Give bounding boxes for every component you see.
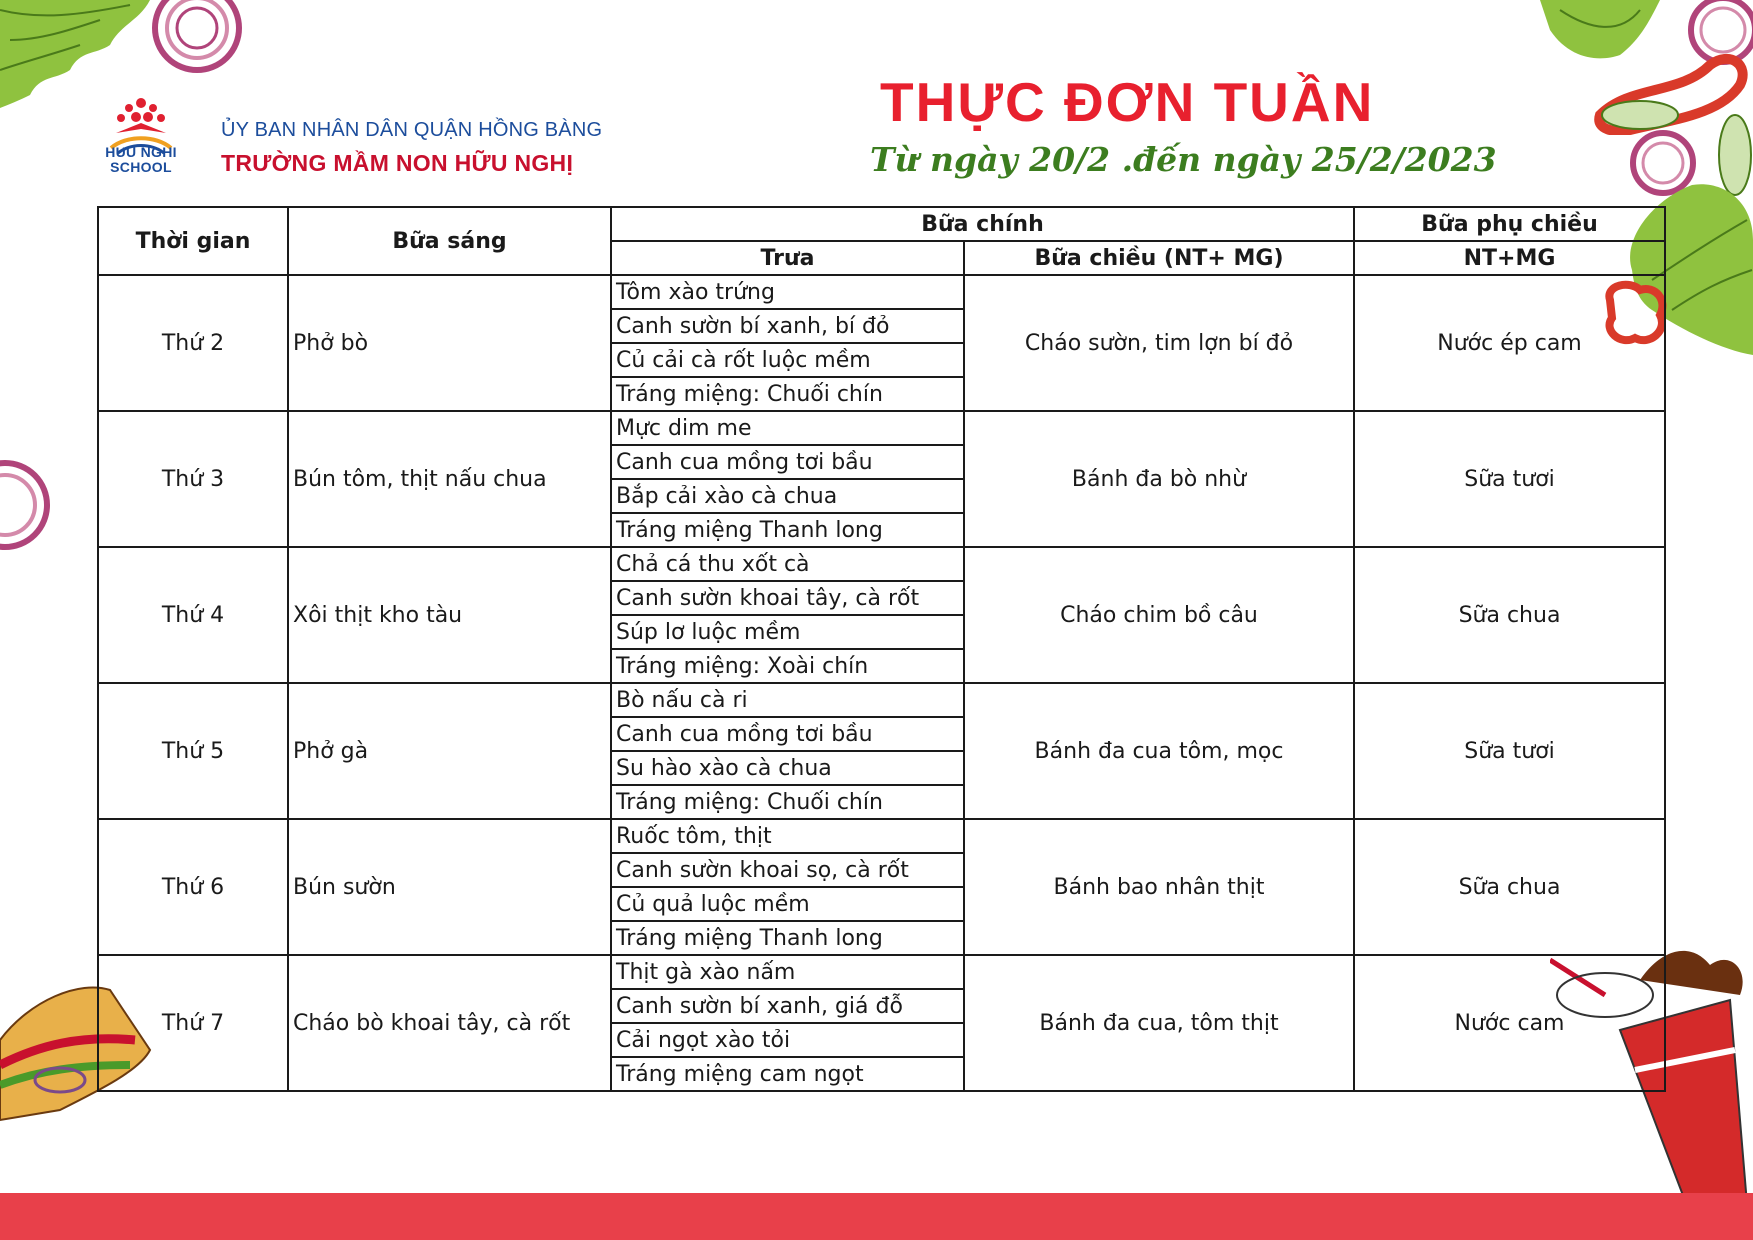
logo-line2: SCHOOL (110, 159, 172, 175)
afternoon-cell: Bánh đa bò nhừ (964, 411, 1354, 547)
header-main: Bữa chính (611, 207, 1354, 241)
onion-ring-icon (150, 0, 245, 75)
header-lunch: Trưa (611, 241, 964, 275)
lunch-item-cell: Su hào xào cà chua (611, 751, 964, 785)
page-subtitle: Từ ngày 20/2 .đến ngày 25/2/2023 (870, 140, 1497, 179)
breakfast-cell: Bún tôm, thịt nấu chua (288, 411, 611, 547)
snack-cell: Sữa tươi (1354, 411, 1665, 547)
lunch-item-cell: Canh sườn khoai tây, cà rốt (611, 581, 964, 615)
lunch-item-cell: Canh sườn bí xanh, bí đỏ (611, 309, 964, 343)
lunch-item-cell: Canh sườn khoai sọ, cà rốt (611, 853, 964, 887)
snack-cell: Nước cam (1354, 955, 1665, 1091)
table-header (98, 207, 1665, 275)
lunch-item-cell: Canh sườn bí xanh, giá đỗ (611, 989, 964, 1023)
org-line2: TRƯỜNG MẦM NON HỮU NGHỊ (221, 150, 574, 176)
table-row (98, 955, 1665, 989)
page-title: THỰC ĐƠN TUẦN (880, 71, 1375, 133)
snack-cell: Sữa tươi (1354, 683, 1665, 819)
breakfast-cell: Cháo bò khoai tây, cà rốt (288, 955, 611, 1091)
menu-table (97, 206, 1666, 1092)
lunch-item-cell: Bắp cải xào cà chua (611, 479, 964, 513)
lunch-item-cell: Cải ngọt xào tỏi (611, 1023, 964, 1057)
logo-text (96, 145, 186, 175)
afternoon-cell: Cháo chim bồ câu (964, 547, 1354, 683)
lunch-item-cell: Bò nấu cà ri (611, 683, 964, 717)
lunch-item-cell: Thịt gà xào nấm (611, 955, 964, 989)
table-row (98, 683, 1665, 717)
lunch-item-cell: Tráng miệng: Chuối chín (611, 377, 964, 411)
table-row (98, 819, 1665, 853)
day-cell: Thứ 6 (98, 819, 288, 955)
footer-bar (0, 1193, 1753, 1240)
header-time: Thời gian (98, 207, 288, 275)
lunch-item-cell: Súp lơ luộc mềm (611, 615, 964, 649)
day-cell: Thứ 2 (98, 275, 288, 411)
table-row (98, 275, 1665, 309)
lunch-item-cell: Tráng miệng cam ngọt (611, 1057, 964, 1091)
lunch-item-cell: Ruốc tôm, thịt (611, 819, 964, 853)
header-breakfast: Bữa sáng (288, 207, 611, 275)
snack-cell: Sữa chua (1354, 819, 1665, 955)
snack-cell: Sữa chua (1354, 547, 1665, 683)
lunch-item-cell: Canh cua mồng tơi bầu (611, 717, 964, 751)
lunch-item-cell: Tráng miệng: Chuối chín (611, 785, 964, 819)
logo-line1: HUU NGHI (105, 144, 177, 160)
afternoon-cell: Bánh bao nhân thịt (964, 819, 1354, 955)
day-cell: Thứ 5 (98, 683, 288, 819)
header-afternoon: Bữa chiều (NT+ MG) (964, 241, 1354, 275)
lunch-item-cell: Mực dim me (611, 411, 964, 445)
afternoon-cell: Bánh đa cua, tôm thịt (964, 955, 1354, 1091)
table-row (98, 547, 1665, 581)
header-snack-sub: NT+MG (1354, 241, 1665, 275)
onion-ring-icon (0, 455, 55, 555)
snack-cell: Nước ép cam (1354, 275, 1665, 411)
breakfast-cell: Phở gà (288, 683, 611, 819)
breakfast-cell: Bún sườn (288, 819, 611, 955)
lunch-item-cell: Củ cải cà rốt luộc mềm (611, 343, 964, 377)
table-body (98, 275, 1665, 1091)
lunch-item-cell: Tráng miệng Thanh long (611, 513, 964, 547)
afternoon-cell: Bánh đa cua tôm, mọc (964, 683, 1354, 819)
breakfast-cell: Xôi thịt kho tàu (288, 547, 611, 683)
table-row (98, 411, 1665, 445)
afternoon-cell: Cháo sườn, tim lợn bí đỏ (964, 275, 1354, 411)
lunch-item-cell: Tráng miệng: Xoài chín (611, 649, 964, 683)
day-cell: Thứ 3 (98, 411, 288, 547)
org-line1: ỦY BAN NHÂN DÂN QUẬN HỒNG BÀNG (221, 119, 603, 141)
lunch-item-cell: Củ quả luộc mềm (611, 887, 964, 921)
lunch-item-cell: Canh cua mồng tơi bầu (611, 445, 964, 479)
header-snack: Bữa phụ chiều (1354, 207, 1665, 241)
lunch-item-cell: Chả cá thu xốt cà (611, 547, 964, 581)
day-cell: Thứ 4 (98, 547, 288, 683)
breakfast-cell: Phở bò (288, 275, 611, 411)
lunch-item-cell: Tôm xào trứng (611, 275, 964, 309)
lunch-item-cell: Tráng miệng Thanh long (611, 921, 964, 955)
day-cell: Thứ 7 (98, 955, 288, 1091)
